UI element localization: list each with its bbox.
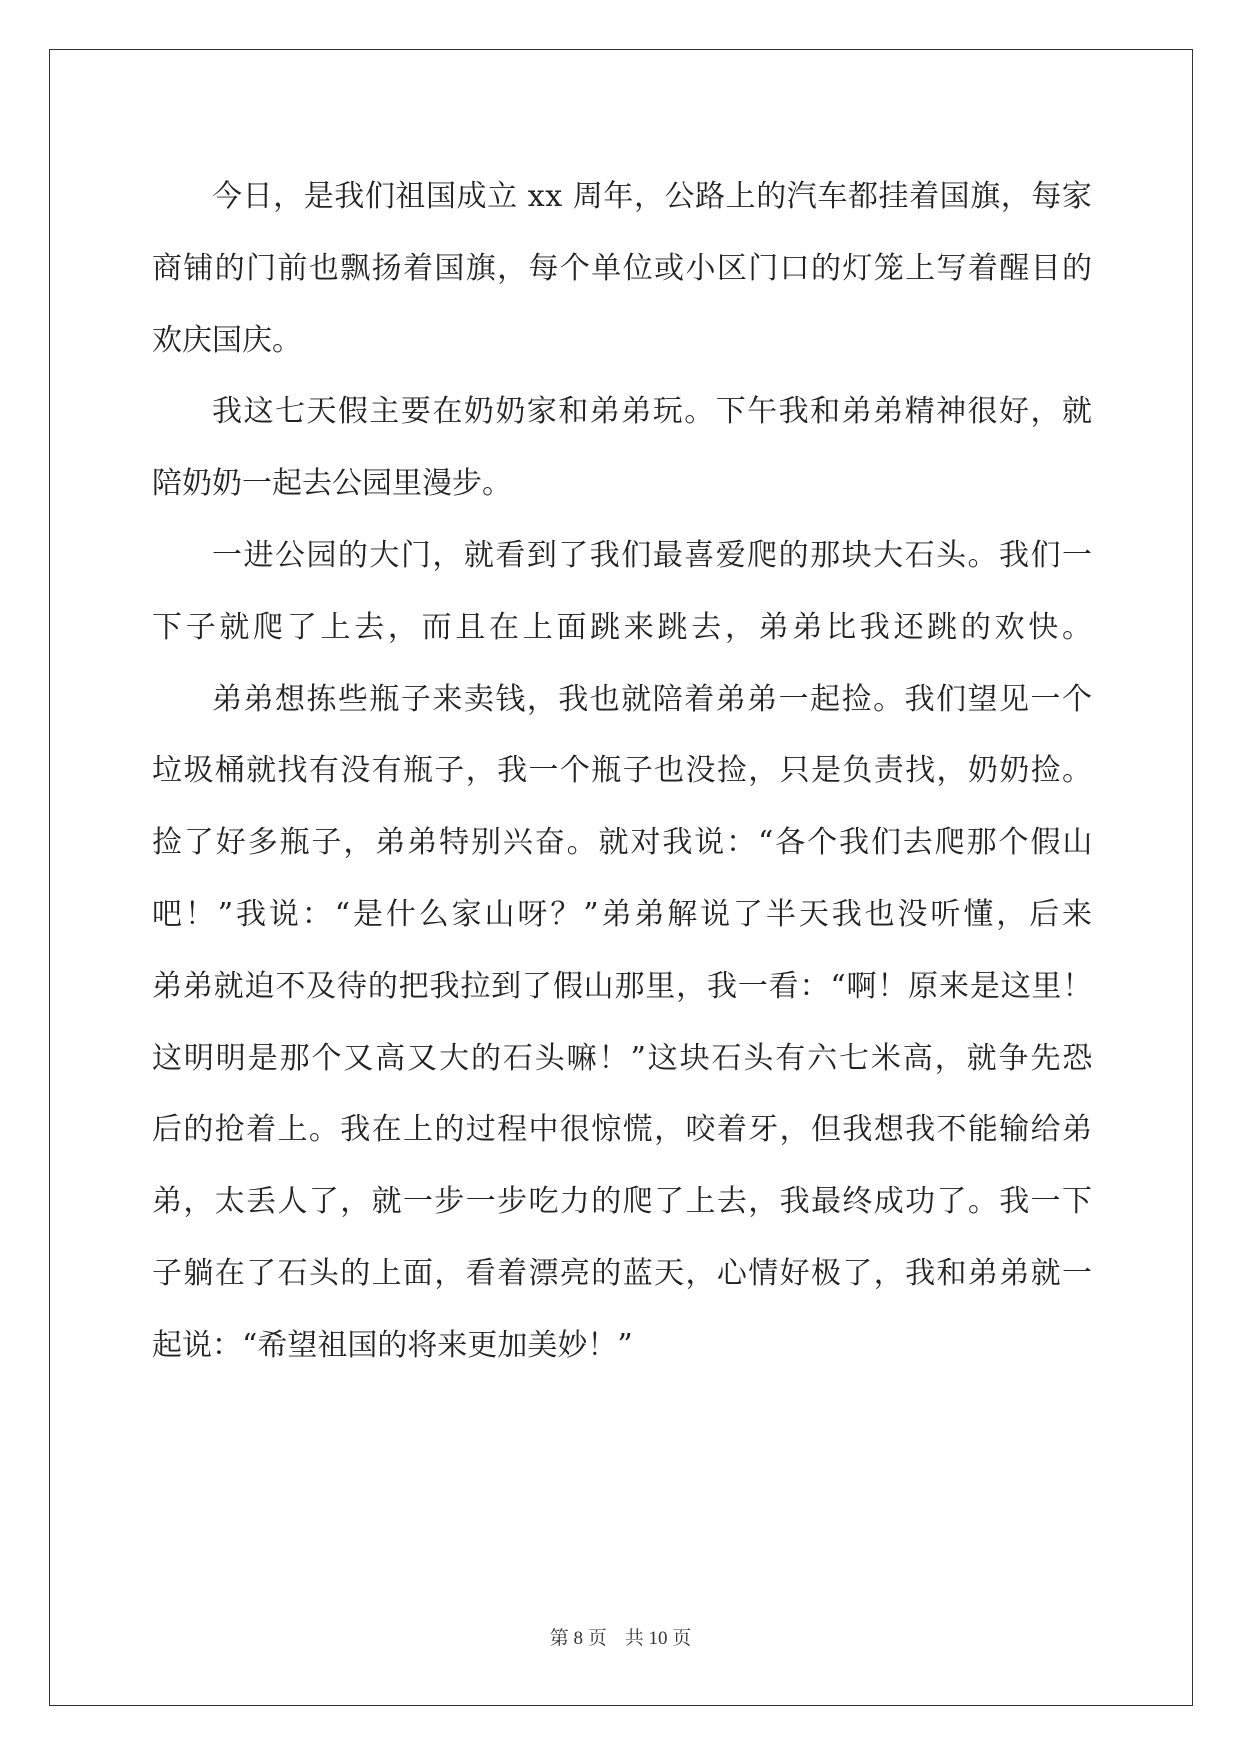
page-number: 第 8 页 bbox=[549, 1628, 607, 1649]
text-line: 我这七天假主要在奶奶家和弟弟玩。下午我和弟弟精神很好，就 bbox=[212, 394, 1094, 430]
text-line: 子躺在了石头的上面，看着漂亮的蓝天，心情好极了，我和弟弟就一 bbox=[152, 1255, 1094, 1291]
text-line: 后的抢着上。我在上的过程中很惊慌，咬着牙，但我想我不能输给弟 bbox=[152, 1112, 1094, 1148]
text-line: 陪奶奶一起去公园里漫步。 bbox=[152, 466, 512, 502]
page-footer bbox=[0, 1623, 1241, 1650]
text-line: 起说：“希望祖国的将来更加美妙！” bbox=[152, 1327, 633, 1363]
text-line: 弟弟就迫不及待的把我拉到了假山那里，我一看：“啊！原来是这里！ bbox=[152, 968, 1094, 1004]
text-line: 弟，太丢人了，就一步一步吃力的爬了上去，我最终成功了。我一下 bbox=[152, 1184, 1094, 1220]
text-line: 商铺的门前也飘扬着国旗，每个单位或小区门口的灯笼上写着醒目的 bbox=[152, 250, 1094, 286]
text-line: 弟弟想拣些瓶子来卖钱，我也就陪着弟弟一起捡。我们望见一个 bbox=[212, 681, 1094, 717]
page-total: 共 10 页 bbox=[624, 1628, 692, 1649]
text-line: 吧！”我说：“是什么家山呀？”弟弟解说了半天我也没听懂，后来 bbox=[152, 896, 1095, 932]
text-line: 这明明是那个又高又大的石头嘛！”这块石头有六七米高，就争先恐 bbox=[152, 1040, 1095, 1076]
text-line: 下子就爬了上去，而且在上面跳来跳去，弟弟比我还跳的欢快。 bbox=[152, 609, 1096, 645]
document-body bbox=[152, 161, 1096, 1382]
text-line: 一进公园的大门，就看到了我们最喜爱爬的那块大石头。我们一 bbox=[212, 537, 1094, 573]
text-line: 今日，是我们祖国成立 xx 周年，公路上的汽车都挂着国旗，每家 bbox=[212, 179, 1093, 214]
text-line: 捡了好多瓶子，弟弟特别兴奋。就对我说：“各个我们去爬那个假山 bbox=[152, 825, 1095, 861]
text-line: 欢庆国庆。 bbox=[152, 322, 302, 358]
text-line: 垃圾桶就找有没有瓶子，我一个瓶子也没捡，只是负责找，奶奶捡。 bbox=[152, 753, 1094, 789]
